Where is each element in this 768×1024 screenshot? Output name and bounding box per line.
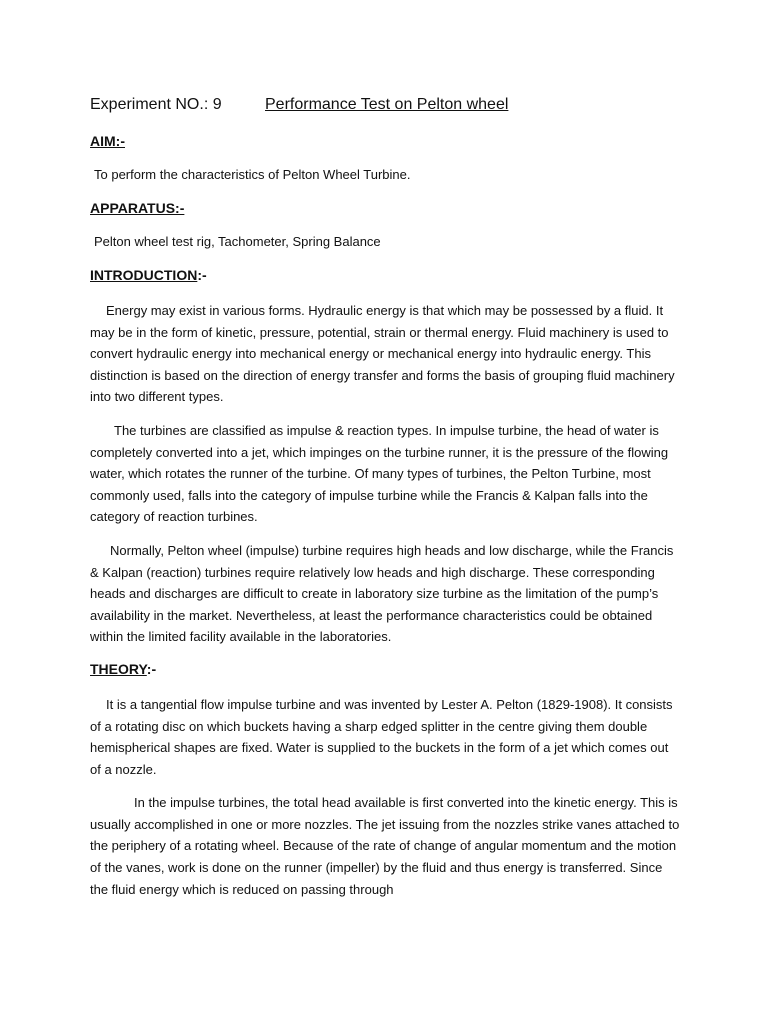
document-page bbox=[90, 94, 680, 900]
theory-heading-suffix: :- bbox=[146, 660, 157, 677]
theory-heading bbox=[90, 660, 680, 678]
introduction-paragraph: Energy may exist in various forms. Hydraulic energy is that which may be possessed by a fluid. It may be in the form of kinetic, pressure, potential, strain or thermal energy. Fluid machinery is used to convert hydraulic energy into mechanical energy or mechanical energy into hydraulic energy. This distinction is based on the direction of energy transfer and forms the basis of grouping fluid machinery into two different types. bbox=[90, 303, 675, 405]
introduction-heading-suffix: :- bbox=[197, 267, 207, 283]
experiment-title: Performance Test on Pelton wheel bbox=[265, 96, 509, 113]
experiment-number: Experiment NO.: 9 bbox=[90, 96, 222, 113]
apparatus-heading-text: APPARATUS:- bbox=[90, 200, 185, 216]
document-title-row bbox=[90, 94, 680, 116]
introduction-heading bbox=[90, 266, 680, 284]
introduction-paragraph: The turbines are classified as impulse & reaction types. In impulse turbine, the head of water is completely converted into a jet, which impinges on the turbine runner, it is the pressure of the flowing water, which rotates the runner of the turbine. Of many types of turbines, the Pelton Turbine, most commonly used, falls into the category of impulse turbine while the Francis & Kalpan falls into the category of reaction turbines. bbox=[90, 422, 669, 525]
introduction-paragraph: Normally, Pelton wheel (impulse) turbine requires high heads and low discharge, while the Francis & Kalpan (reaction) turbines require relatively low heads and high discharge. These corresponding heads and discharges are difficult to create in laboratory size turbine as the limitation of the pump’s availability in the market. Nevertheless, at least the performance characteristics could be obtained within the limited facility available in the laboratories. bbox=[90, 542, 674, 645]
aim-heading-text: AIM:- bbox=[90, 133, 125, 149]
introduction-heading-text: INTRODUCTION bbox=[90, 267, 198, 283]
aim-heading bbox=[90, 132, 680, 150]
apparatus-text: Pelton wheel test rig, Tachometer, Spring Balance bbox=[94, 234, 381, 249]
theory-paragraph: It is a tangential flow impulse turbine and was invented by Lester A. Pelton (1829-1908). It consists of a rotating disc on which buckets having a sharp edged splitter in the centre giving them double hemispherical shapes are fixed. Water is supplied to the buckets in the form of a jet which comes out of a nozzle. bbox=[90, 696, 673, 777]
theory-heading-text: THEORY bbox=[90, 660, 147, 677]
theory-paragraph: In the impulse turbines, the total head available is first converted into the kinetic energy. This is usually accomplished in one or more nozzles. The jet issuing from the nozzles strike vanes attached to the periphery of a rotating wheel. Because of the rate of change of angular momentum and the motion of the vanes, work is done on the runner (impeller) by the fluid and thus energy is transferred. Since the fluid energy which is reduced on passing through bbox=[90, 795, 680, 897]
apparatus-heading bbox=[90, 199, 680, 217]
aim-text: To perform the characteristics of Pelton Wheel Turbine. bbox=[94, 167, 411, 182]
